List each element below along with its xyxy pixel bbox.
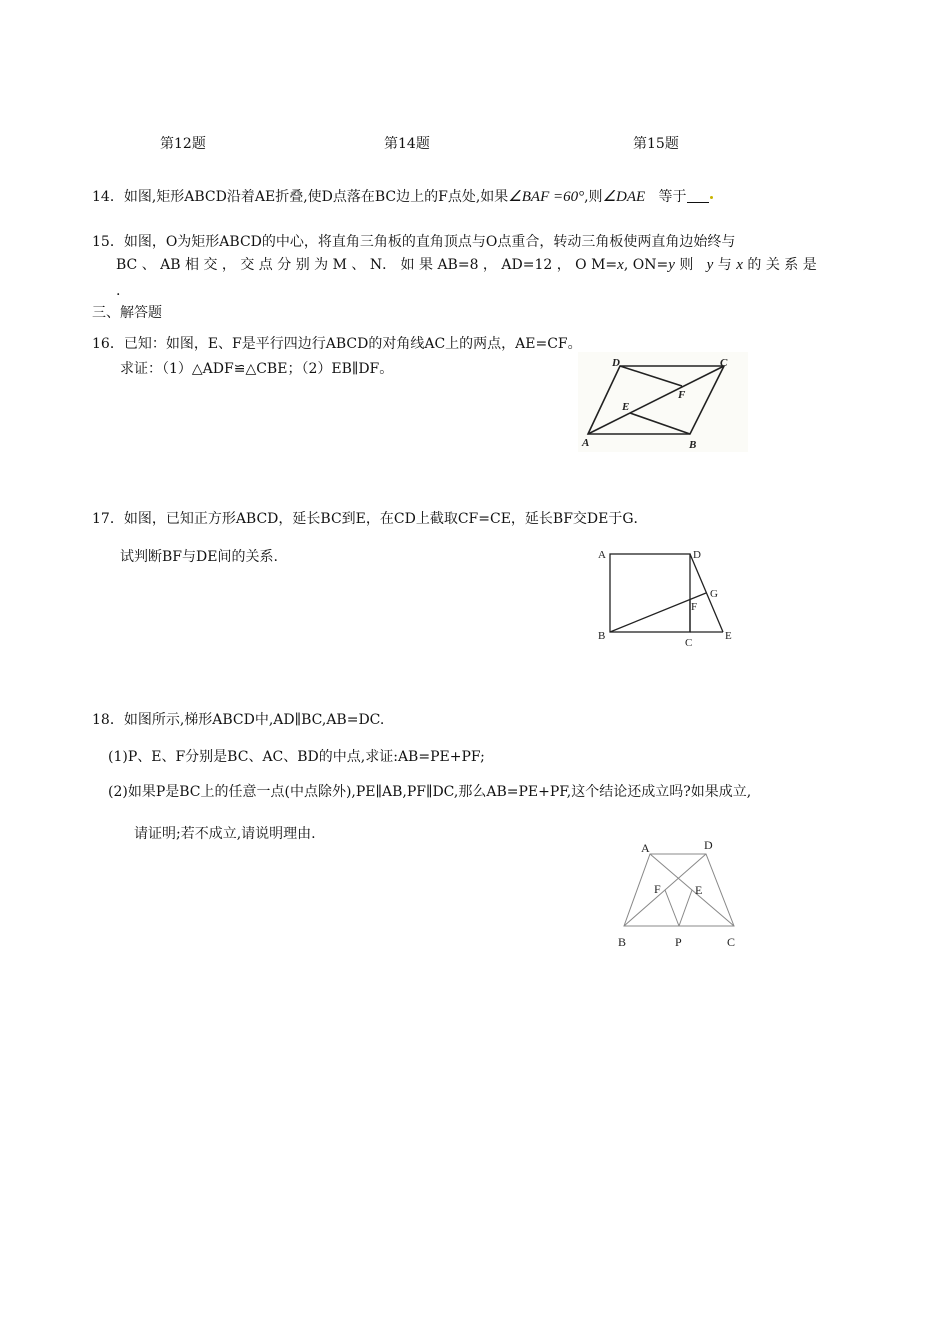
label-a: A [582,437,590,449]
q16-line1: 16．已知：如图，E、F是平行四边行ABCD的对角线AC上的两点，AE=CF。 [92,336,582,352]
label-c: C [720,357,728,369]
caption-q12: 第12题 [160,136,206,152]
label-p: P [675,935,682,949]
q15-var-x: x [617,257,624,273]
q15-answer-line[interactable]: . [116,283,121,299]
q14-prefix: 14．如图,矩形ABCD沿着AE折叠,使D点落在BC边上的F点处,如果 [92,189,509,205]
q15-text-e: 的 关 系 是 [747,257,817,273]
square-abcd [610,554,690,632]
label-f: F [654,882,661,896]
q17-line2: 试判断BF与DE间的关系. [120,549,278,565]
q14-angle-baf: ∠BAF =60° [508,189,585,205]
q15-text-d: 与 [717,257,732,273]
segment-pe [679,890,692,926]
q15-line1: 15．如图，O为矩形ABCD的中心，将直角三角板的直角顶点与O点重合，转动三角板使两直角边始终与 [92,234,736,250]
caption-q14: 第14题 [384,136,430,152]
label-e: E [725,630,732,642]
label-c: C [685,637,693,648]
label-b: B [598,630,606,642]
section-heading: 三、解答题 [92,305,162,321]
q15-line2 [116,254,817,276]
segment-pf [665,890,679,926]
label-a: A [598,549,606,561]
q18-line1: 18．如图所示,梯形ABCD中,AD∥BC,AB=DC. [92,712,385,728]
q18-figure [610,836,750,956]
q14-angle-dae: ∠DAE [602,189,646,205]
label-b: B [618,935,627,949]
label-g: G [710,588,718,600]
label-e: E [622,401,630,413]
q14-suffix: 等于 [658,189,687,205]
q15-var-y: y [668,257,675,273]
segment-de [690,554,723,632]
q15-text-c: 则 [679,257,694,273]
q16-figure [578,352,748,452]
label-a: A [641,841,650,855]
label-d: D [704,838,713,852]
q18-part2-cont: 请证明;若不成立,请说明理由. [134,826,316,842]
q15-text-b: , ON= [623,257,669,273]
q15-var-x2: x [736,257,743,273]
caption-q15: 第15题 [633,136,679,152]
label-b: B [689,439,697,451]
q16-line2: 求证：（1）△ADF≌△CBE；（2）EB∥DF。 [120,361,394,377]
label-e: E [695,883,703,897]
q18-part1: (1)P、E、F分别是BC、AC、BD的中点,求证:AB=PE+PF; [108,749,485,765]
q14-mid: ,则 [584,189,603,205]
q17-figure [594,544,742,648]
label-f: F [691,601,698,613]
q18-part2: (2)如果P是BC上的任意一点(中点除外),PE∥AB,PF∥DC,那么AB=PE+PF,这个结论还成立吗?如果成立, [108,784,752,800]
label-f: F [678,389,686,401]
q15-var-y2: y [706,257,714,273]
question-14 [92,186,714,208]
label-c: C [727,935,736,949]
q14-answer-blank[interactable] [687,188,709,203]
label-d: D [612,357,620,369]
q17-line1: 17．如图，已知正方形ABCD，延长BC到E，在CD上截取CF=CE，延长BF交DE于G． [92,511,648,527]
mark-dot [710,196,713,199]
label-d: D [693,549,701,561]
q15-text-a: BC 、 AB 相 交 ， 交 点 分 别 为 M 、 N． 如 果 AB=8 ， AD=12 ， O M= [116,257,618,273]
trapezoid-abcd [624,854,734,926]
